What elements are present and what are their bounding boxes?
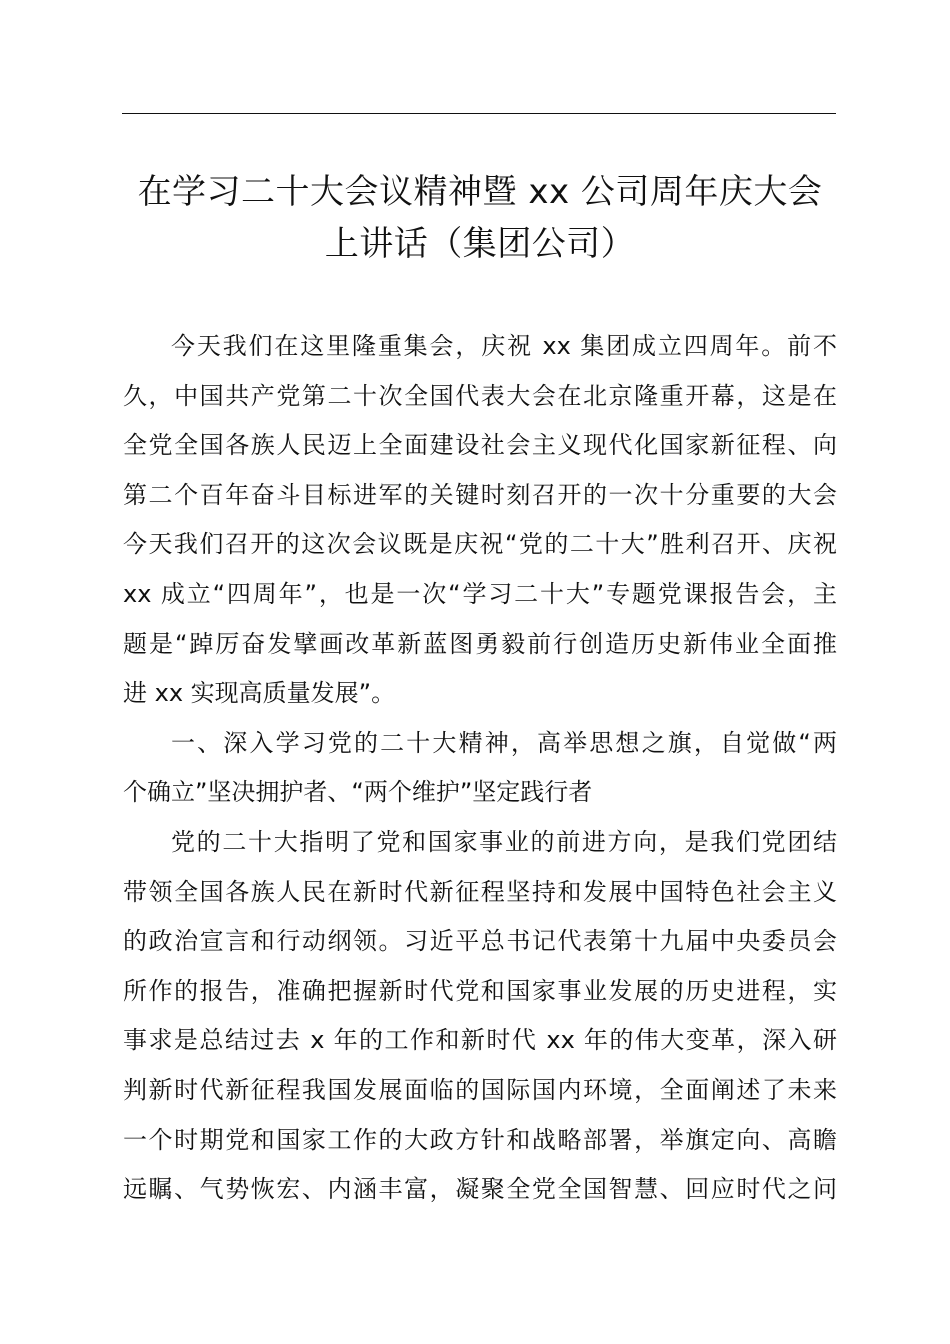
paragraph-3-line-6: 判新时代新征程我国发展面临的国际国内环境，全面阐述了未来 (123, 1075, 837, 1104)
paragraph-1-line-7: 题是“踔厉奋发擘画改革新蓝图勇毅前行创造历史新伟业全面推 (123, 629, 837, 658)
paragraph-1-line-6: xx 成立“四周年”，也是一次“学习二十大”专题党课报告会，主 (123, 579, 837, 608)
document-body (123, 322, 837, 1215)
paragraph-3-line-3: 的政治宣言和行动纲领。习近平总书记代表第十九届中央委员会 (123, 927, 837, 956)
section-heading-line-1: 一、深入学习党的二十大精神，高举思想之旗，自觉做“两 (171, 728, 837, 757)
section-heading-line-2: 个确立”坚决拥护者、“两个维护”坚定践行者 (123, 778, 593, 807)
paragraph-1-line-5: 今天我们召开的这次会议既是庆祝“党的二十大”胜利召开、庆祝 (123, 530, 837, 559)
paragraph-3-line-7: 一个时期党和国家工作的大政方针和战略部署，举旗定向、高瞻 (123, 1125, 837, 1154)
paragraph-3-line-5: 事求是总结过去 x 年的工作和新时代 xx 年的伟大变革，深入研 (123, 1026, 837, 1055)
paragraph-3-line-8: 远瞩、气势恢宏、内涵丰富，凝聚全党全国智慧、回应时代之问 (123, 1175, 837, 1204)
paragraph-3-line-4: 所作的报告，准确把握新时代党和国家事业发展的历史进程，实 (123, 976, 837, 1005)
paragraph-1-line-3: 全党全国各族人民迈上全面建设社会主义现代化国家新征程、向 (123, 431, 837, 460)
header-rule (122, 113, 836, 114)
title-line-1: 在学习二十大会议精神暨 xx 公司周年庆大会 (137, 172, 823, 212)
document-title (110, 166, 850, 270)
paragraph-3-line-1: 党的二十大指明了党和国家事业的前进方向，是我们党团结 (171, 827, 837, 856)
paragraph-1-line-2: 久，中国共产党第二十次全国代表大会在北京隆重开幕，这是在 (123, 381, 837, 410)
title-line-2: 上讲话（集团公司） (324, 224, 636, 264)
paragraph-1-line-1: 今天我们在这里隆重集会，庆祝 xx 集团成立四周年。前不 (171, 332, 837, 360)
paragraph-1-line-4: 第二个百年奋斗目标进军的关键时刻召开的一次十分重要的大会 (123, 480, 837, 509)
paragraph-3-line-2: 带领全国各族人民在新时代新征程坚持和发展中国特色社会主义 (123, 877, 837, 906)
paragraph-1-line-8: 进 xx 实现高质量发展”。 (123, 679, 396, 708)
